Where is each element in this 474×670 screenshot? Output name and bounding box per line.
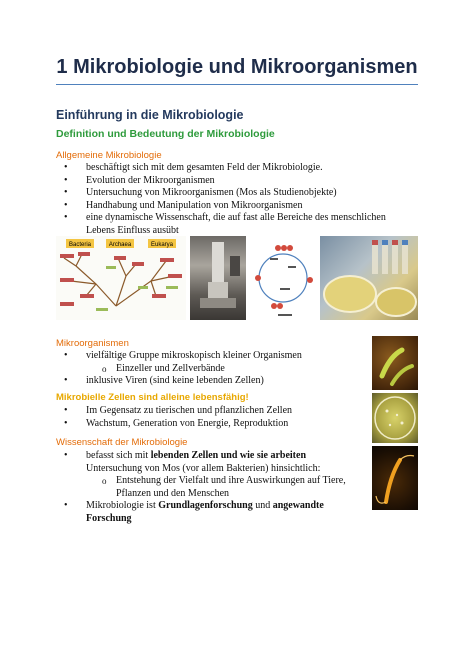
bacteria-photo-1 — [372, 336, 418, 390]
list-item: • Untersuchung von Mikroorganismen (Mos als Studienobjekte) — [56, 187, 416, 200]
wissenschaft-list — [56, 450, 366, 526]
microscope-photo — [190, 236, 246, 320]
mikroorganismen-heading: Mikroorganismen — [56, 338, 129, 349]
lab-culture-photo — [320, 236, 418, 320]
list-item: • befasst sich mit lebenden Zellen und wie sie arbeiten — [56, 450, 366, 463]
tree-label-eukarya: Eukarya — [150, 242, 174, 248]
mikrobielle-list — [56, 405, 356, 430]
tree-label-archaea: Archaea — [108, 242, 132, 248]
allgemeine-mikrobiologie-heading: Allgemeine Mikrobiologie — [56, 150, 162, 161]
mikrobielle-zellen-heading: Mikrobielle Zellen sind alleine lebensfähig! — [56, 392, 249, 403]
list-item: • Handhabung und Manipulation von Mikroorganismen — [56, 200, 416, 213]
wissenschaft-heading: Wissenschaft der Mikrobiologie — [56, 437, 188, 448]
cycle-diagram — [250, 236, 316, 320]
list-item-continuation: Forschung — [86, 512, 132, 524]
bacteria-photo-2 — [372, 446, 418, 510]
sub-list-item: o Entstehung der Vielfalt und ihre Auswirkungen auf Tiere, — [56, 475, 366, 488]
title-underline — [56, 84, 418, 85]
tree-diagram — [56, 236, 186, 320]
list-item: • Wachstum, Generation von Energie, Reproduktion — [56, 418, 356, 431]
list-item: • beschäftigt sich mit dem gesamten Feld der Mikrobiologie. — [56, 162, 416, 175]
list-item: • eine dynamische Wissenschaft, die auf fast alle Bereiche des menschlichen — [56, 212, 416, 225]
allgemeine-list — [56, 162, 416, 238]
tree-label-bacteria: Bacteria — [68, 242, 92, 248]
list-item-continuation: Untersuchung von Mos (vor allem Bakterien) hinsichtlich: — [86, 462, 321, 474]
page-title: 1 Mikrobiologie und Mikroorganismen — [56, 56, 418, 78]
petri-dish-photo — [372, 393, 418, 443]
phylogenetic-tree-image — [56, 236, 186, 320]
list-item: • vielfältige Gruppe mikroskopisch kleiner Organismen — [56, 350, 356, 363]
mikroorganismen-list — [56, 350, 356, 388]
sub-list-item: o Einzeller und Zellverbände — [56, 363, 356, 376]
section-heading: Einführung in die Mikrobiologie — [56, 108, 244, 122]
list-item: • Evolution der Mikroorganismen — [56, 175, 416, 188]
sub-list-item-continuation: Pflanzen und den Menschen — [116, 487, 230, 499]
list-item: • inklusive Viren (sind keine lebenden Zellen) — [56, 375, 356, 388]
list-item: • Mikrobiologie ist Grundlagenforschung und angewandte — [56, 500, 366, 513]
subsection-heading: Definition und Bedeutung der Mikrobiologie — [56, 128, 275, 140]
list-item: • Im Gegensatz zu tierischen und pflanzlichen Zellen — [56, 405, 356, 418]
list-item-continuation: Lebens Einfluss ausübt — [86, 224, 179, 236]
